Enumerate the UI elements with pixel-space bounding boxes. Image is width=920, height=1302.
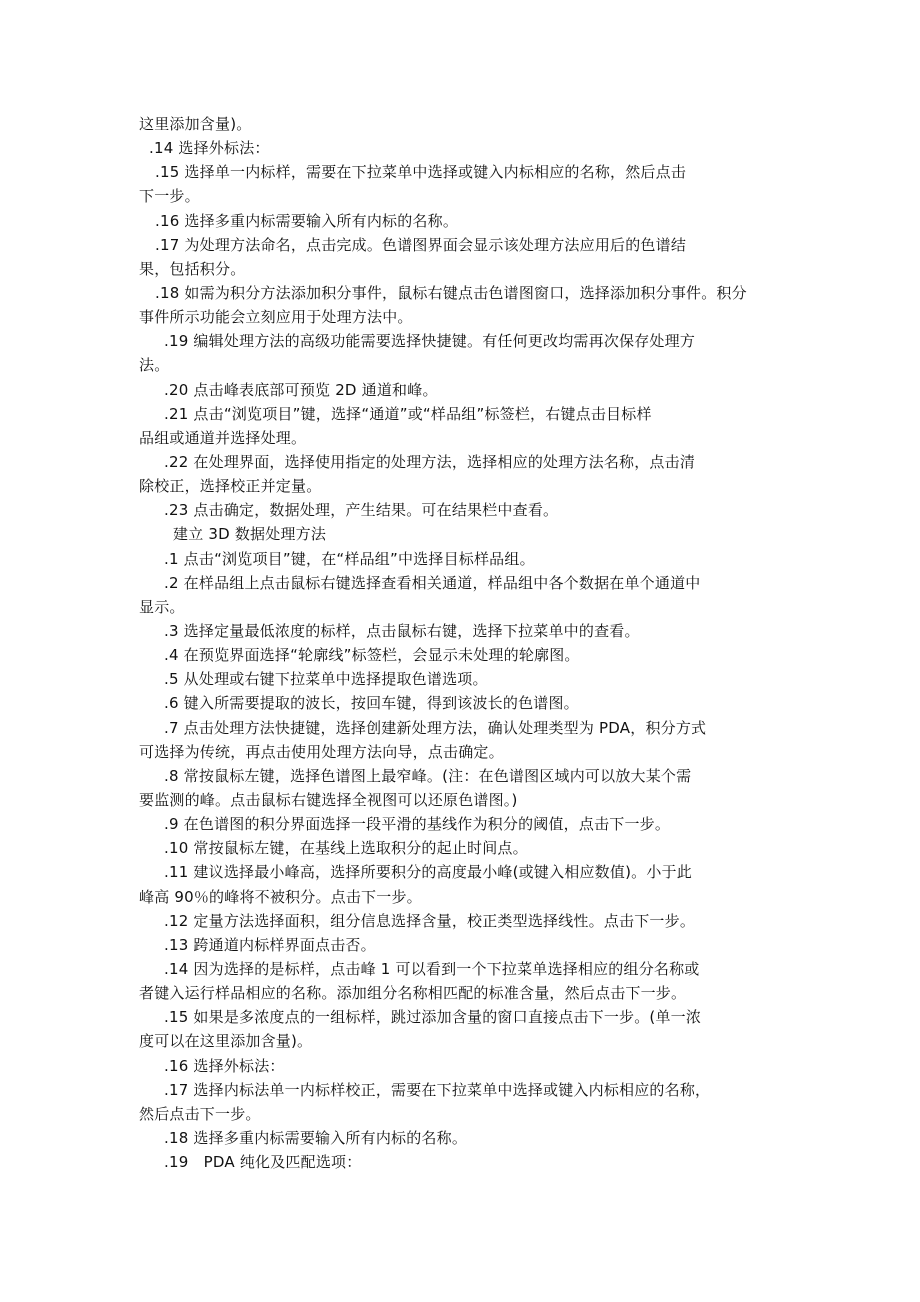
section-heading: 建立 3D 数据处理方法 — [173, 525, 327, 543]
text-line: .16 选择外标法： — [164, 1057, 285, 1075]
text-line: 然后点击下一步。 — [139, 1105, 261, 1123]
text-line: .14 选择外标法： — [149, 139, 270, 157]
text-line: 者键入运行样品相应的名称。添加组分名称相匹配的标准含量，然后点击下一步。 — [139, 984, 687, 1002]
text-line: .11 建议选择最小峰高，选择所要积分的高度最小峰(或键入相应数值)。小于此 — [164, 863, 692, 881]
text-line: .4 在预览界面选择“轮廓线”标签栏，会显示未处理的轮廓图。 — [164, 646, 580, 664]
text-line: 除校正，选择校正并定量。 — [139, 477, 322, 495]
text-line: .18 如需为积分方法添加积分事件，鼠标右键点击色谱图窗口，选择添加积分事件。积分 — [155, 284, 747, 302]
text-line: 品组或通道并选择处理。 — [139, 429, 307, 447]
text-line: .15 如果是多浓度点的一组标样，跳过添加含量的窗口直接点击下一步。(单一浓 — [164, 1008, 702, 1026]
text-line: .16 选择多重内标需要输入所有内标的名称。 — [155, 212, 459, 230]
text-line: 事件所示功能会立刻应用于处理方法中。 — [139, 308, 413, 326]
text-line: 峰高 90％的峰将不被积分。点击下一步。 — [139, 888, 422, 906]
text-line: .22 在处理界面，选择使用指定的处理方法，选择相应的处理方法名称，点击清 — [164, 453, 696, 471]
text-line: 果，包括积分。 — [139, 260, 246, 278]
text-line: 要监测的峰。点击鼠标右键选择全视图可以还原色谱图。) — [139, 791, 518, 809]
text-line: 显示。 — [139, 598, 185, 616]
text-line: .1 点击“浏览项目”键，在“样品组”中选择目标样品组。 — [164, 550, 535, 568]
text-line: .12 定量方法选择面积，组分信息选择含量，校正类型选择线性。点击下一步。 — [164, 912, 696, 930]
text-line: .6 键入所需要提取的波长，按回车键，得到该波长的色谱图。 — [164, 694, 579, 712]
text-line: .2 在样品组上点击鼠标右键选择查看相关通道，样品组中各个数据在单个通道中 — [164, 574, 701, 592]
text-line: .10 常按鼠标左键，在基线上选取积分的起止时间点。 — [164, 839, 528, 857]
text-line: .9 在色谱图的积分界面选择一段平滑的基线作为积分的阈值，点击下一步。 — [164, 815, 671, 833]
text-line: 可选择为传统，再点击使用处理方法向导，点击确定。 — [139, 743, 504, 761]
text-line: 这里添加含量)。 — [139, 115, 252, 133]
text-line: .19 编辑处理方法的高级功能需要选择快捷键。有任何更改均需再次保存处理方 — [164, 332, 696, 350]
text-line: .3 选择定量最低浓度的标样，点击鼠标右键，选择下拉菜单中的查看。 — [164, 622, 640, 640]
text-line: 度可以在这里添加含量)。 — [139, 1032, 313, 1050]
text-line: 法。 — [139, 356, 170, 374]
text-line: .17 为处理方法命名，点击完成。色谱图界面会显示该处理方法应用后的色谱结 — [155, 236, 687, 254]
text-line: .19 PDA 纯化及匹配选项： — [164, 1153, 362, 1171]
text-line: .20 点击峰表底部可预览 2D 通道和峰。 — [164, 381, 438, 399]
text-line: .21 点击“浏览项目”键，选择“通道”或“样品组”标签栏，右键点击目标样 — [164, 405, 652, 423]
text-line: .13 跨通道内标样界面点击否。 — [164, 936, 376, 954]
text-line: .7 点击处理方法快捷键，选择创建新处理方法，确认处理类型为 PDA，积分方式 — [164, 719, 707, 737]
text-line: .18 选择多重内标需要输入所有内标的名称。 — [164, 1129, 468, 1147]
text-line: .23 点击确定，数据处理，产生结果。可在结果栏中查看。 — [164, 501, 559, 519]
text-line: .5 从处理或右键下拉菜单中选择提取色谱选项。 — [164, 670, 488, 688]
text-line: .15 选择单一内标样，需要在下拉菜单中选择或键入内标相应的名称，然后点击 — [155, 163, 687, 181]
text-line: 下一步。 — [139, 187, 200, 205]
text-line: .17 选择内标法单一内标样校正，需要在下拉菜单中选择或键入内标相应的名称， — [164, 1081, 711, 1099]
text-line: .8 常按鼠标左键，选择色谱图上最窄峰。(注：在色谱图区域内可以放大某个需 — [164, 767, 692, 785]
text-line: .14 因为选择的是标样，点击峰 1 可以看到一个下拉菜单选择相应的组分名称或 — [164, 960, 700, 978]
